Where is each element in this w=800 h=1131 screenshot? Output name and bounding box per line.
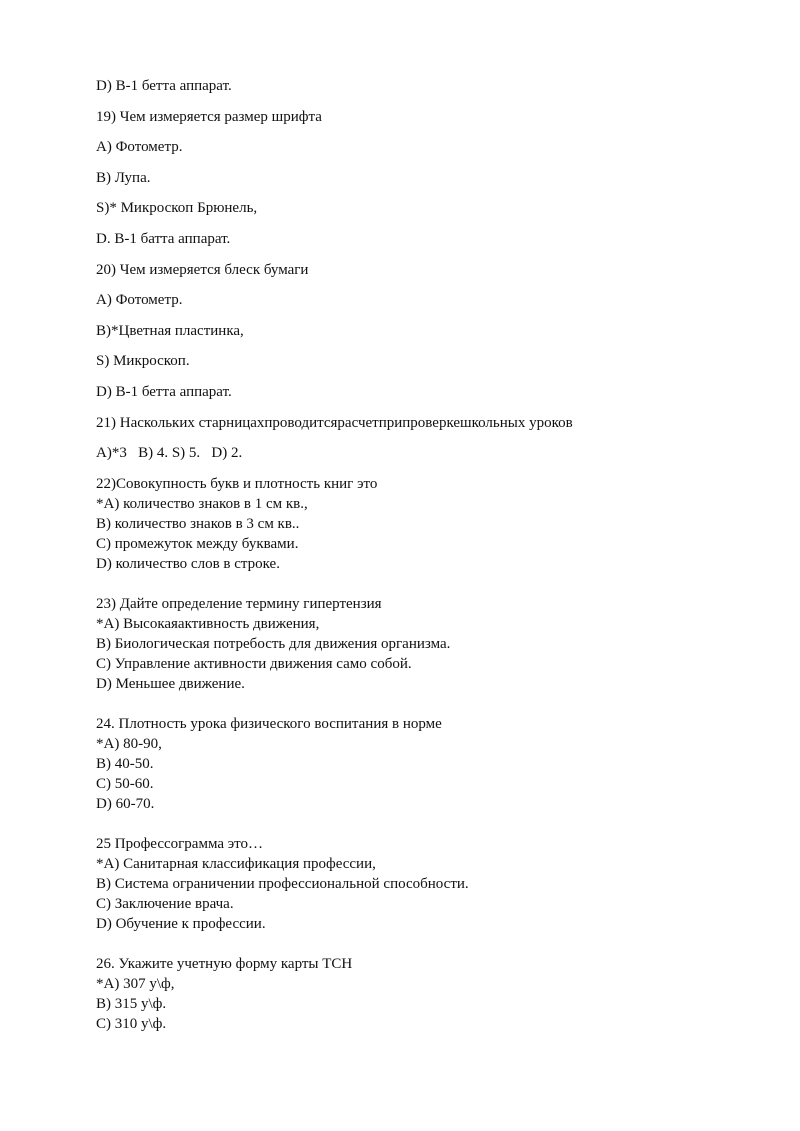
answer-option: D) Меньшее движение. — [96, 675, 245, 692]
answer-option: B) 315 у\ф. — [96, 995, 167, 1012]
question-25-block — [96, 834, 800, 934]
question-19: 19) Чем измеряется размер шрифта — [96, 108, 322, 125]
answer-option: D) количество слов в строке. — [96, 555, 280, 572]
answer-option: D) Обучение к профессии. — [96, 915, 266, 932]
answer-option: B) количество знаков в 3 см кв.. — [96, 515, 300, 532]
answer-option: S)* Микроскоп Брюнель, — [96, 200, 258, 217]
answer-option: А) Фотометр. — [96, 139, 183, 156]
answer-option: D) 60-70. — [96, 795, 155, 812]
question-23: 23) Дайте определение термину гипертензия — [96, 595, 382, 612]
answer-option: C) Заключение врача. — [96, 895, 234, 912]
answer-option: D) B-1 бетта аппарат. — [96, 383, 232, 400]
answer-option: А) Фотометр. — [96, 292, 183, 309]
answer-option: D. B-1 батта аппарат. — [96, 230, 231, 247]
answer-option: *A) 80-90, — [96, 735, 162, 752]
answer-option: *A) Высокаяактивность движения, — [96, 615, 320, 632]
answer-option: S) Микроскоп. — [96, 353, 190, 370]
question-22-block — [96, 474, 800, 574]
question-24: 24. Плотность урока физического воспитания в норме — [96, 715, 442, 732]
answer-option: C) 50-60. — [96, 775, 154, 792]
question-24-block — [96, 714, 800, 814]
answer-option: B) 40-50. — [96, 755, 154, 772]
question-25: 25 Профессограмма это… — [96, 835, 264, 852]
answer-option: D) B-1 бетта аппарат. — [96, 78, 232, 94]
answer-option: *A) количество знаков в 1 см кв., — [96, 495, 308, 512]
question-20: 20) Чем измеряется блеск бумаги — [96, 261, 309, 278]
question-23-block — [96, 594, 800, 694]
question-22: 22)Совокупность букв и плотность книг это — [96, 475, 378, 492]
question-21: 21) Наскольких старницахпроводитсярасчетприпроверкешкольных уроков — [96, 414, 573, 431]
question-26-block — [96, 954, 800, 1034]
answer-option: *A) Санитарная классификация профессии, — [96, 855, 376, 872]
answer-option: C) Управление активности движения само собой. — [96, 655, 412, 672]
answer-option: B)*Цветная пластинка, — [96, 322, 244, 339]
answer-option: B) Биологическая потребость для движения организма. — [96, 635, 451, 652]
question-26: 26. Укажите учетную форму карты ТСН — [96, 955, 353, 972]
answer-option: C) промежуток между буквами. — [96, 535, 299, 552]
answer-option: *A) 307 у\ф, — [96, 975, 175, 992]
answer-option: B) Система ограничении профессиональной способности. — [96, 875, 469, 892]
answer-option: C) 310 у\ф. — [96, 1015, 167, 1032]
answer-option: B) Лупа. — [96, 169, 151, 186]
answer-option: A)*3 B) 4. S) 5. D) 2. — [96, 445, 243, 462]
